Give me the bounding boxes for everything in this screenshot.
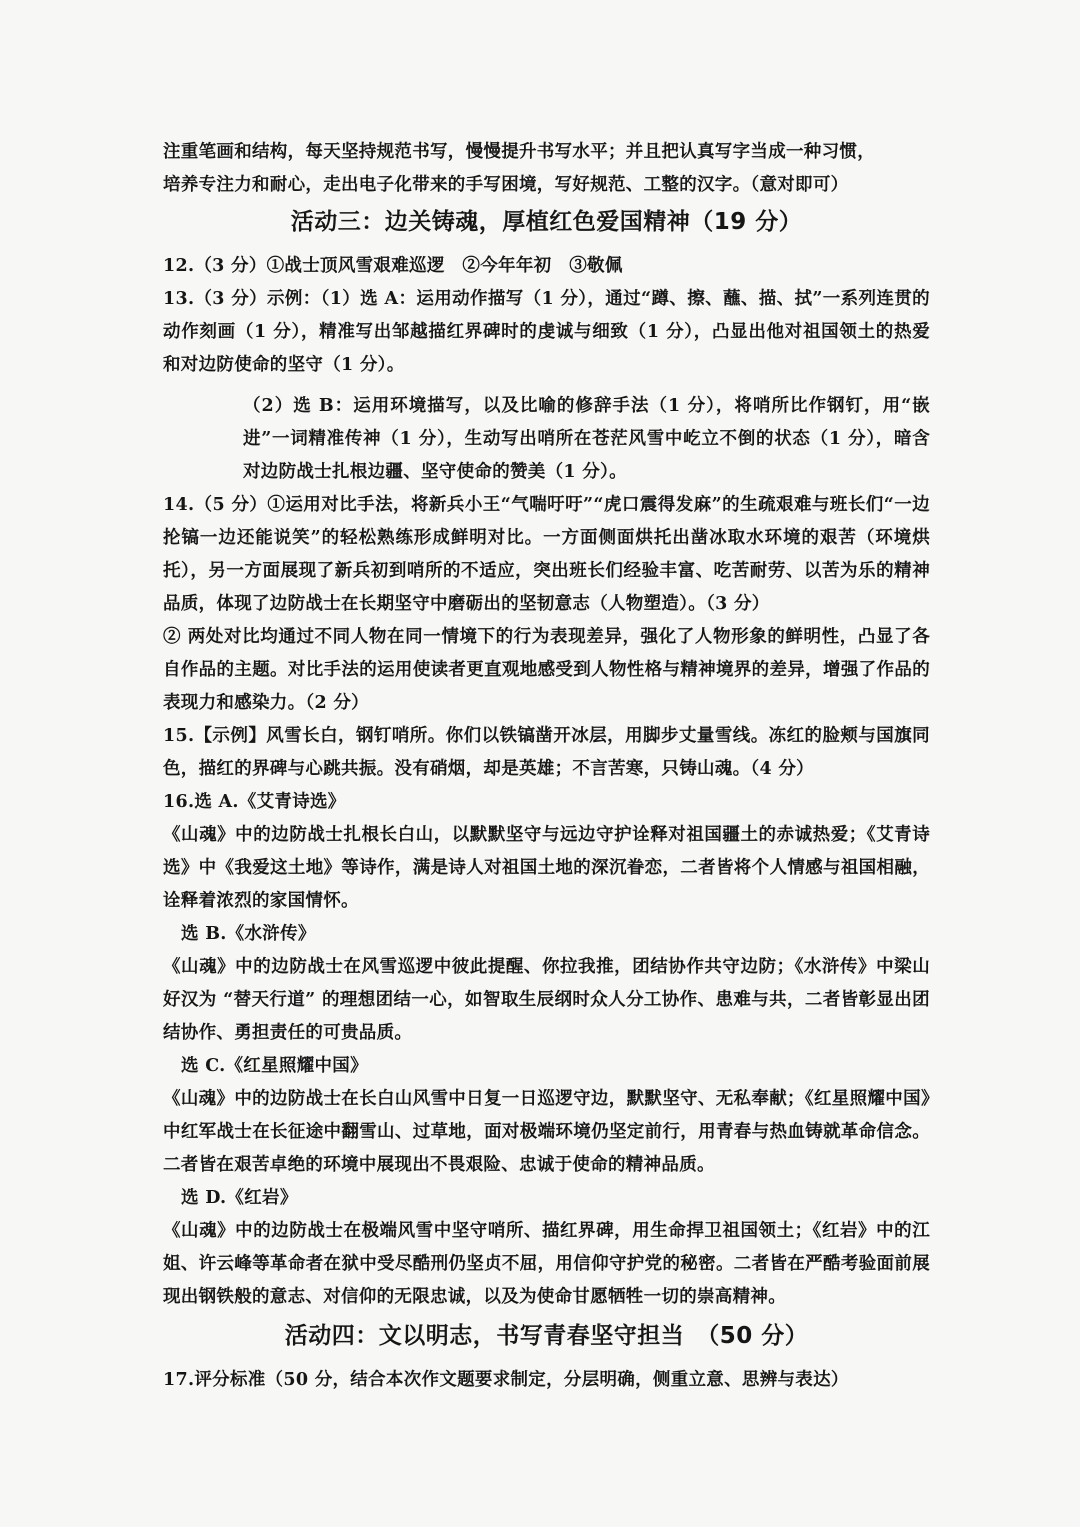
answer-12: 12.（3 分）①战士顶风雪艰难巡逻 ②今年年初 ③敬佩 [163,256,623,276]
activity-3-heading: 活动三：边关铸魂，厚植红色爱国精神（19 分） [290,209,803,235]
answer-14-part-1: 14.（5 分）①运用对比手法，将新兵小王“气喘吁吁”“虎口震得发麻”的生疏艰难与班长们“一边抡镐一边还能说笑”的轻松熟练形成鲜明对比。一方面侧面烘托出凿冰取水环境的艰苦（环境烘托），另一方面展现了新兵初到哨所的不适应，突出班长们经验丰富、吃苦耐劳、以苦为乐的精神品质，体现了边防战士在长期坚守中磨砺出的坚韧意志（人物塑造）。（3 分） [163,495,930,614]
answer-16-c-text: 《山魂》中的边防战士在长白山风雪中日复一日巡逻守边，默默坚守、无私奉献；《红星照耀中国》中红军战士在长征途中翻雪山、过草地，面对极端环境仍坚定前行，用青春与热血铸就革命信念。二者皆在艰苦卓绝的环境中展现出不畏艰险、忠诚于使命的精神品质。 [163,1089,930,1175]
answer-16-b-label: 选 B.《水浒传》 [181,924,316,944]
answer-16-a-text: 《山魂》中的边防战士扎根长白山，以默默坚守与远边守护诠释对祖国疆土的赤诚热爱；《艾青诗选》中《我爱这土地》等诗作，满是诗人对祖国土地的深沉眷恋，二者皆将个人情感与祖国相融，诠释着浓烈的家国情怀。 [163,825,930,911]
answer-16-d-label: 选 D.《红岩》 [181,1188,298,1208]
intro-line-1: 注重笔画和结构，每天坚持规范书写，慢慢提升书写水平；并且把认真写字当成一种习惯， [163,142,875,162]
intro-line-2: 培养专注力和耐心，走出电子化带来的手写困境，写好规范、工整的汉字。（意对即可） [163,175,849,195]
answer-16-d-text: 《山魂》中的边防战士在极端风雪中坚守哨所、描红界碑，用生命捍卫祖国领土；《红岩》中的江姐、许云峰等革命者在狱中受尽酷刑仍坚贞不屈，用信仰守护党的秘密。二者皆在严酷考验面前展现出钢铁般的意志、对信仰的无限忠诚，以及为使命甘愿牺牲一切的崇高精神。 [163,1221,930,1307]
answer-16-a-label: 16.选 A.《艾青诗选》 [163,792,346,812]
answer-13-part-1: 13.（3 分）示例：（1）选 A：运用动作描写（1 分），通过“蹲、擦、蘸、描、拭”一系列连贯的动作刻画（1 分），精准写出邹越描红界碑时的虔诚与细致（1 分），凸显出他对祖国领土的热爱和对边防使命的坚守（1 分）。 [163,289,930,375]
answer-13-part-2: （2）选 B：运用环境描写，以及比喻的修辞手法（1 分），将哨所比作钢钉，用“嵌进”一词精准传神（1 分），生动写出哨所在苍茫风雪中屹立不倒的状态（1 分），暗含对边防战士扎根边疆、坚守使命的赞美（1 分）。 [243,396,930,482]
answer-17: 17.评分标准（50 分，结合本次作文题要求制定，分层明确，侧重立意、思辨与表达） [163,1370,849,1390]
answer-16-c-label: 选 C.《红星照耀中国》 [181,1056,368,1076]
spacer [163,382,930,390]
answer-14-part-2: ② 两处对比均通过不同人物在同一情境下的行为表现差异，强化了人物形象的鲜明性，凸显了各自作品的主题。对比手法的运用使读者更直观地感受到人物性格与精神境界的差异，增强了作品的表现力和感染力。（2 分） [163,627,930,713]
activity-4-heading: 活动四：文以明志，书写青春坚守担当 （50 分） [284,1323,809,1349]
answer-16-b-text: 《山魂》中的边防战士在风雪巡逻中彼此提醒、你拉我推，团结协作共守边防；《水浒传》中梁山好汉为 “替天行道” 的理想团结一心，如智取生辰纲时众人分工协作、患难与共，二者皆彰显出团结协作、勇担责任的可贵品质。 [163,957,930,1043]
answer-15: 15.【示例】风雪长白，钢钉哨所。你们以铁镐凿开冰层，用脚步丈量雪线。冻红的脸颊与国旗同色，描红的界碑与心跳共振。没有硝烟，却是英雄；不言苦寒，只铸山魂。（4 分） [163,726,930,779]
